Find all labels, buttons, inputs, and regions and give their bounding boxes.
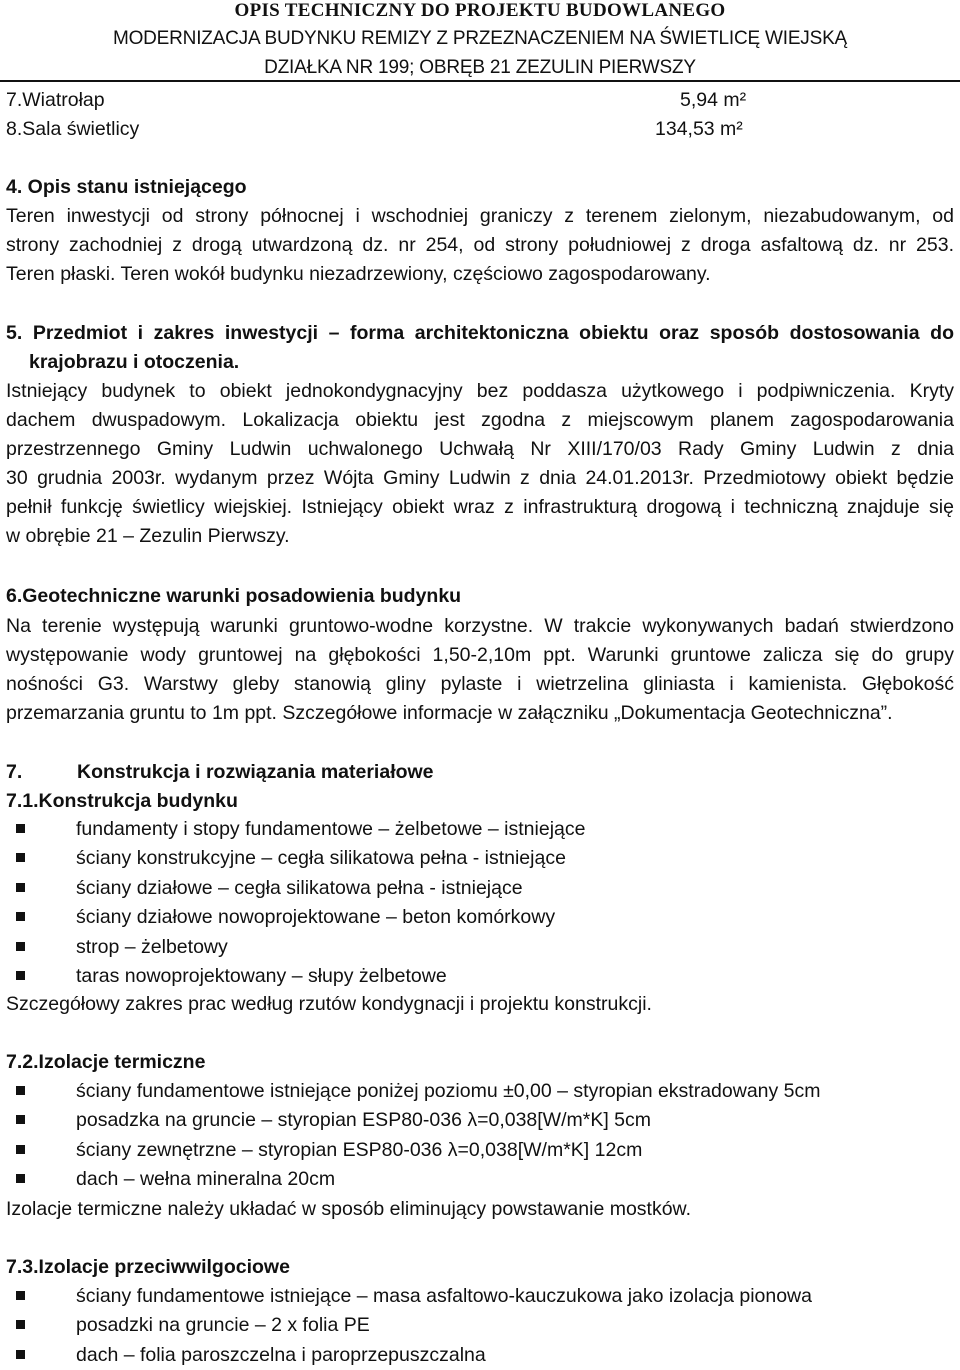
- list-item: [6, 1311, 812, 1340]
- list-item: [6, 844, 585, 873]
- area-label: 7.Wiatrołap: [6, 89, 105, 111]
- bullet-square-icon: [16, 1350, 25, 1359]
- section-5-heading: [6, 319, 954, 377]
- text-line: przemarzania gruntu to 1m ppt. Szczegółowe informacje w załączniku „Dokumentacja Geotechniczna”.: [6, 702, 893, 724]
- bullet-square-icon: [16, 883, 25, 892]
- section-6-body: [6, 612, 954, 728]
- bullet-square-icon: [16, 1145, 25, 1154]
- area-row: [6, 115, 743, 143]
- area-label: 8.Sala świetlicy: [6, 118, 140, 140]
- list-item-text: ściany fundamentowe istniejące poniżej poziomu ±0,00 – styropian ekstradowany 5cm: [76, 1080, 821, 1102]
- list-item: [6, 1106, 821, 1135]
- list-item: [6, 962, 585, 991]
- bullet-square-icon: [16, 1115, 25, 1124]
- damp-proofing-list: [6, 1282, 812, 1370]
- list-item-text: posadzka na gruncie – styropian ESP80-036 λ=0,038[W/m*K] 5cm: [76, 1109, 652, 1132]
- list-item: [6, 1282, 812, 1311]
- list-item: [6, 874, 585, 903]
- section-4-body: [6, 202, 954, 289]
- structure-note: Szczegółowy zakres prac według rzutów kondygnacji i projektu konstrukcji.: [6, 993, 652, 1015]
- plot-info: DZIAŁKA NR 199; OBRĘB 21 ZEZULIN PIERWSZY: [264, 57, 696, 78]
- list-item-text: dach – wełna mineralna 20cm: [76, 1168, 336, 1191]
- bullet-square-icon: [16, 971, 25, 980]
- bullet-square-icon: [16, 1174, 25, 1183]
- list-item: [6, 1341, 812, 1370]
- list-item-text: fundamenty i stopy fundamentowe – żelbetowe – istniejące: [76, 818, 586, 840]
- header-divider: [0, 80, 960, 82]
- section-7-2-heading: 7.2.Izolacje termiczne: [6, 1051, 206, 1073]
- list-item-text: taras nowoprojektowany – słupy żelbetowe: [76, 965, 447, 988]
- document-title: OPIS TECHNICZNY DO PROJEKTU BUDOWLANEGO: [234, 0, 726, 21]
- list-item-text: ściany konstrukcyjne – cegła silikatowa pełna - istniejące: [76, 847, 566, 870]
- bullet-square-icon: [16, 853, 25, 862]
- bullet-square-icon: [16, 942, 25, 951]
- list-item-text: ściany działowe – cegła silikatowa pełna - istniejące: [76, 876, 523, 899]
- section-7-number: 7.: [6, 761, 23, 783]
- area-value: 134,53 m²: [655, 118, 743, 140]
- bullet-square-icon: [16, 912, 25, 921]
- text-line: pełnił funkcję świetlicy wiejskiej. Istniejący obiekt wraz z infrastrukturą drogową i techniczną znajduje się: [6, 496, 954, 518]
- text-line: strony zachodniej z drogą utwardzoną dz. nr 254, od strony południowej z droga asfaltową dz. nr 253.: [6, 234, 954, 256]
- section-5-body: [6, 377, 954, 551]
- section-7-3-heading: 7.3.Izolacje przeciwwilgociowe: [6, 1256, 290, 1278]
- bullet-square-icon: [16, 824, 25, 833]
- bullet-square-icon: [16, 1086, 25, 1095]
- bullet-square-icon: [16, 1291, 25, 1300]
- thermal-insulation-note: Izolacje termiczne należy układać w sposób eliminujący powstawanie mostków.: [6, 1198, 691, 1220]
- text-line: Teren inwestycji od strony północnej i wschodniej graniczy z terenem zielonym, niezabudowanym, od: [6, 205, 954, 227]
- text-line: dachem dwuspadowym. Lokalizacja obiektu jest zgodna z miejscowym planem zagospodarowania: [6, 409, 954, 431]
- list-item-text: dach – folia paroszczelna i paroprzepuszczalna: [76, 1343, 486, 1366]
- list-item: [6, 1077, 821, 1106]
- list-item-text: ściany działowe nowoprojektowane – beton komórkowy: [76, 906, 556, 929]
- list-item: [6, 933, 585, 962]
- thermal-insulation-list: [6, 1077, 821, 1195]
- heading-line: 5. Przedmiot i zakres inwestycji – forma architektoniczna obiektu oraz sposób dostosowania do: [6, 322, 954, 344]
- area-value: 5,94 m²: [680, 89, 747, 111]
- list-item-text: ściany fundamentowe istniejące – masa asfaltowo-kauczukowa jako izolacja pionowa: [76, 1285, 812, 1307]
- text-line: Na terenie występują warunki gruntowo-wodne korzystne. W trakcie wykonywanych badań stwierdzono: [6, 615, 954, 637]
- text-line: nośności G3. Warstwy gleby stanowią gliny pylaste i wietrzelina gliniasta i kamienista. Głębokość: [6, 673, 954, 695]
- list-item: [6, 1136, 821, 1165]
- project-name: MODERNIZACJA BUDYNKU REMIZY Z PRZEZNACZENIEM NA ŚWIETLICĘ WIEJSKĄ: [112, 28, 848, 49]
- list-item: [6, 1165, 821, 1194]
- text-line: występowanie wody gruntowej na głębokości 1,50-2,10m ppt. Warunki gruntowe zalicza się do grupy: [6, 644, 954, 666]
- list-item-text: posadzki na gruncie – 2 x folia PE: [76, 1314, 370, 1337]
- area-row: [6, 86, 747, 114]
- text-line: 30 grudnia 2003r. wydanym przez Wójta Gminy Ludwin z dnia 24.01.2013r. Przedmiotowy obiekt będzie: [6, 467, 954, 489]
- section-7-heading: Konstrukcja i rozwiązania materiałowe: [77, 761, 434, 783]
- list-item: [6, 903, 585, 932]
- list-item-text: ściany zewnętrzne – styropian ESP80-036 λ=0,038[W/m*K] 12cm: [76, 1138, 643, 1161]
- text-line: Teren płaski. Teren wokół budynku niezadrzewiony, częściowo zagospodarowany.: [6, 263, 711, 285]
- text-line: w obrębie 21 – Zezulin Pierwszy.: [6, 525, 290, 547]
- structure-list: [6, 815, 585, 991]
- section-4-heading: 4. Opis stanu istniejącego: [6, 176, 247, 198]
- section-7-1-heading: 7.1.Konstrukcja budynku: [6, 790, 238, 812]
- list-item-text: strop – żelbetowy: [76, 935, 228, 958]
- text-line: Istniejący budynek to obiekt jednokondygnacyjny bez poddasza użytkowego i podpiwniczenia. Kryty: [6, 380, 954, 402]
- text-line: przestrzennego Gminy Ludwin uchwalonego Uchwałą Nr XIII/170/03 Rady Gminy Ludwin z dnia: [6, 438, 954, 460]
- heading-line: krajobrazu i otoczenia.: [29, 351, 240, 373]
- bullet-square-icon: [16, 1320, 25, 1329]
- section-6-heading: 6.Geotechniczne warunki posadowienia budynku: [6, 585, 462, 607]
- list-item: [6, 815, 585, 844]
